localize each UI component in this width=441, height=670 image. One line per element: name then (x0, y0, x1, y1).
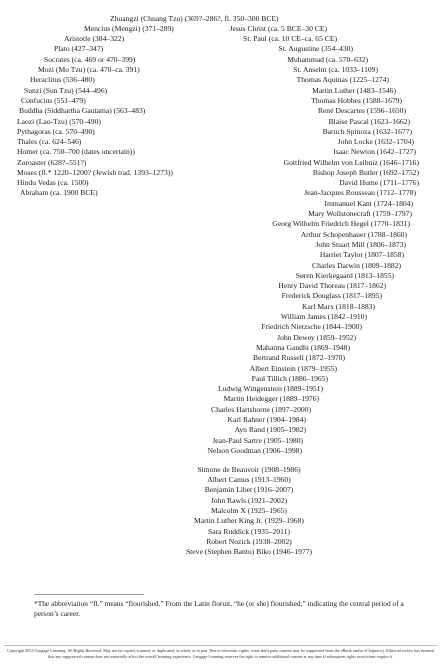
timeline-entry: Sunzi (Sun Tzu) (544–496) (24, 86, 108, 95)
timeline-entry: Mozi (Mo Tzu) (ca. 470–ca. 391) (38, 65, 140, 74)
timeline-entry: Hindu Vedas (ca. 1500) (17, 178, 89, 187)
copyright-rule (4, 645, 437, 646)
timeline-entry: Søren Kierkegaard (1813–1855) (295, 271, 394, 280)
footnote: *The abbreviation “fl.” means “flourished.” From the Latin floruit, “he (or she) flourished,” indicating the central period of a person’s career. (34, 599, 404, 618)
timeline-entry: Thomas Hobbes (1588–1679) (311, 96, 402, 105)
timeline-entry: Zhuangzi (Chuang Tzu) (369?–286?, fl. 350–300 BCE) (110, 14, 279, 23)
timeline-entry: Simone de Beauvoir (1908–1986) (197, 465, 301, 474)
timeline-entry: Buddha (Siddhartha Gautama) (563–483) (19, 106, 146, 115)
timeline-entry: Heraclitus (536–480) (30, 75, 95, 84)
timeline-entry: Confucius (551–479) (21, 96, 86, 105)
timeline-entry: Friedrich Nietzsche (1844–1900) (261, 322, 362, 331)
timeline-entry: Plato (427–347) (54, 44, 104, 53)
timeline-entry: St. Augustine (354–430) (278, 44, 353, 53)
timeline-entry: Socrates (ca. 469 or 470–399) (44, 55, 136, 64)
timeline-entry: René Descartes (1596–1650) (317, 106, 406, 115)
timeline-entry: Martin Heidegger (1889–1976) (223, 394, 319, 403)
timeline-entry: Homer (ca. 750–700 (dates uncertain)) (17, 147, 135, 156)
timeline-entry: Georg Wilhelm Friedrich Hegel (1770–1831) (272, 219, 410, 228)
timeline-entry: John Stuart Mill (1806–1873) (315, 240, 406, 249)
timeline-entry: Moses (fl.* 1220–1200? (Jewish trad. 1393–1273)) (17, 168, 173, 177)
timeline-entry: William James (1842–1910) (280, 312, 367, 321)
timeline-entry: Isaac Newton (1642–1727) (333, 147, 416, 156)
timeline-entry: John Rawls (1921–2002) (210, 496, 288, 505)
timeline-entry: Martin Luther (1483–1546) (312, 86, 396, 95)
timeline-entry: David Hume (1711–1776) (339, 178, 419, 187)
timeline-entry: Pythagoras (ca. 570–490) (17, 127, 95, 136)
timeline-entry: Albert Einstein (1879–1955) (249, 364, 337, 373)
timeline-entry: Abraham (ca. 1900 BCE) (20, 188, 98, 197)
timeline-entry: Bertrand Russell (1872–1970) (253, 353, 345, 362)
timeline-entry: Nelson Goodman (1906–1998) (207, 446, 302, 455)
footnote-rule (34, 594, 144, 595)
timeline-entry: Ayn Rand (1905–1982) (234, 425, 306, 434)
timeline-entry: Blaise Pascal (1623–1662) (328, 117, 410, 126)
timeline-entry: Mahatma Gandhi (1869–1948) (255, 343, 350, 352)
timeline-entry: Bishop Joseph Butler (1692–1752) (312, 168, 419, 177)
timeline-entry: Thales (ca. 624–546) (17, 137, 82, 146)
timeline-entry: Mencius (Mengzi) (371–289) (84, 24, 174, 33)
timeline-entry: Karl Marx (1818–1883) (302, 302, 375, 311)
timeline-entry: Ludwig Wittgenstein (1889–1951) (217, 384, 323, 393)
timeline-entry: St. Paul (ca. 10 CE–ca. 65 CE) (243, 34, 337, 43)
timeline-entry: Arthur Schopenhauer (1788–1860) (300, 230, 407, 239)
timeline-entry: Immanuel Kant (1724–1804) (324, 199, 413, 208)
timeline-entry: Mary Wollstonecraft (1759–1797) (308, 209, 412, 218)
timeline-entry: Malcolm X (1925–1965) (211, 506, 287, 515)
timeline-entry: Albert Camus (1913–1960) (207, 475, 291, 484)
timeline-entry: Baruch Spinoza (1632–1677) (322, 127, 412, 136)
timeline-entry: Laozi (Lao-Tzu) (570–490) (17, 117, 101, 126)
timeline-entry: Benjamin Libet (1916–2007) (204, 485, 294, 494)
timeline-entry: Martin Luther King Jr. (1929–1968) (194, 516, 304, 525)
timeline-entry: John Locke (1632–1704) (337, 137, 414, 146)
timeline-entry: Jesus Christ (ca. 5 BCE–30 CE) (229, 24, 327, 33)
timeline-entry: Thomas Aquinas (1225–1274) (296, 75, 389, 84)
timeline-entry: Karl Rahner (1904–1984) (227, 415, 306, 424)
timeline-entry: Jean-Paul Sartre (1905–1980) (212, 436, 303, 445)
timeline-entry: Harriet Taylor (1807–1858) (319, 250, 404, 259)
timeline-entry: Muhammad (ca. 570–632) (287, 55, 368, 64)
timeline-entry: Frederick Douglass (1817–1895) (281, 291, 382, 300)
timeline-entry: Aristotle (384–322) (64, 34, 125, 43)
timeline-entry: Gottfried Wilhelm von Leibniz (1646–1716) (283, 158, 419, 167)
timeline-entry: Charles Hartshorne (1897–2000) (211, 405, 311, 414)
timeline-entry: St. Anselm (ca. 1033–1109) (293, 65, 378, 74)
timeline-entry: John Dewey (1859–1952) (277, 333, 356, 342)
timeline-entry: Robert Nozick (1938–2002) (206, 537, 292, 546)
timeline-entry: Sara Ruddick (1935–2011) (208, 527, 290, 536)
timeline-entry: Henry David Thoreau (1817–1862) (278, 281, 386, 290)
timeline-entry: Steve (Stephen Bantu) Biko (1946–1977) (185, 547, 313, 556)
copyright-notice: Copyright 2013 Cengage Learning. All Rights Reserved. May not be copied, scanned, or duplicated, in whole or in part. Due to electronic rights, some third party content may be suppressed from the eBook and/or eChapter(s). Editorial review has deemed that any suppressed content does not materially affect the overall learning experience. Cengage Learning reserves the right to remove additional content at any time if subsequent rights restrictions require it. (7, 648, 434, 659)
timeline-entry: Jean-Jacques Rousseau (1712–1778) (304, 188, 416, 197)
timeline-entry: Zoroaster (628?–551?) (17, 158, 87, 167)
timeline-entry: Paul Tillich (1886–1965) (251, 374, 328, 383)
timeline-entry: Charles Darwin (1809–1882) (312, 261, 401, 270)
